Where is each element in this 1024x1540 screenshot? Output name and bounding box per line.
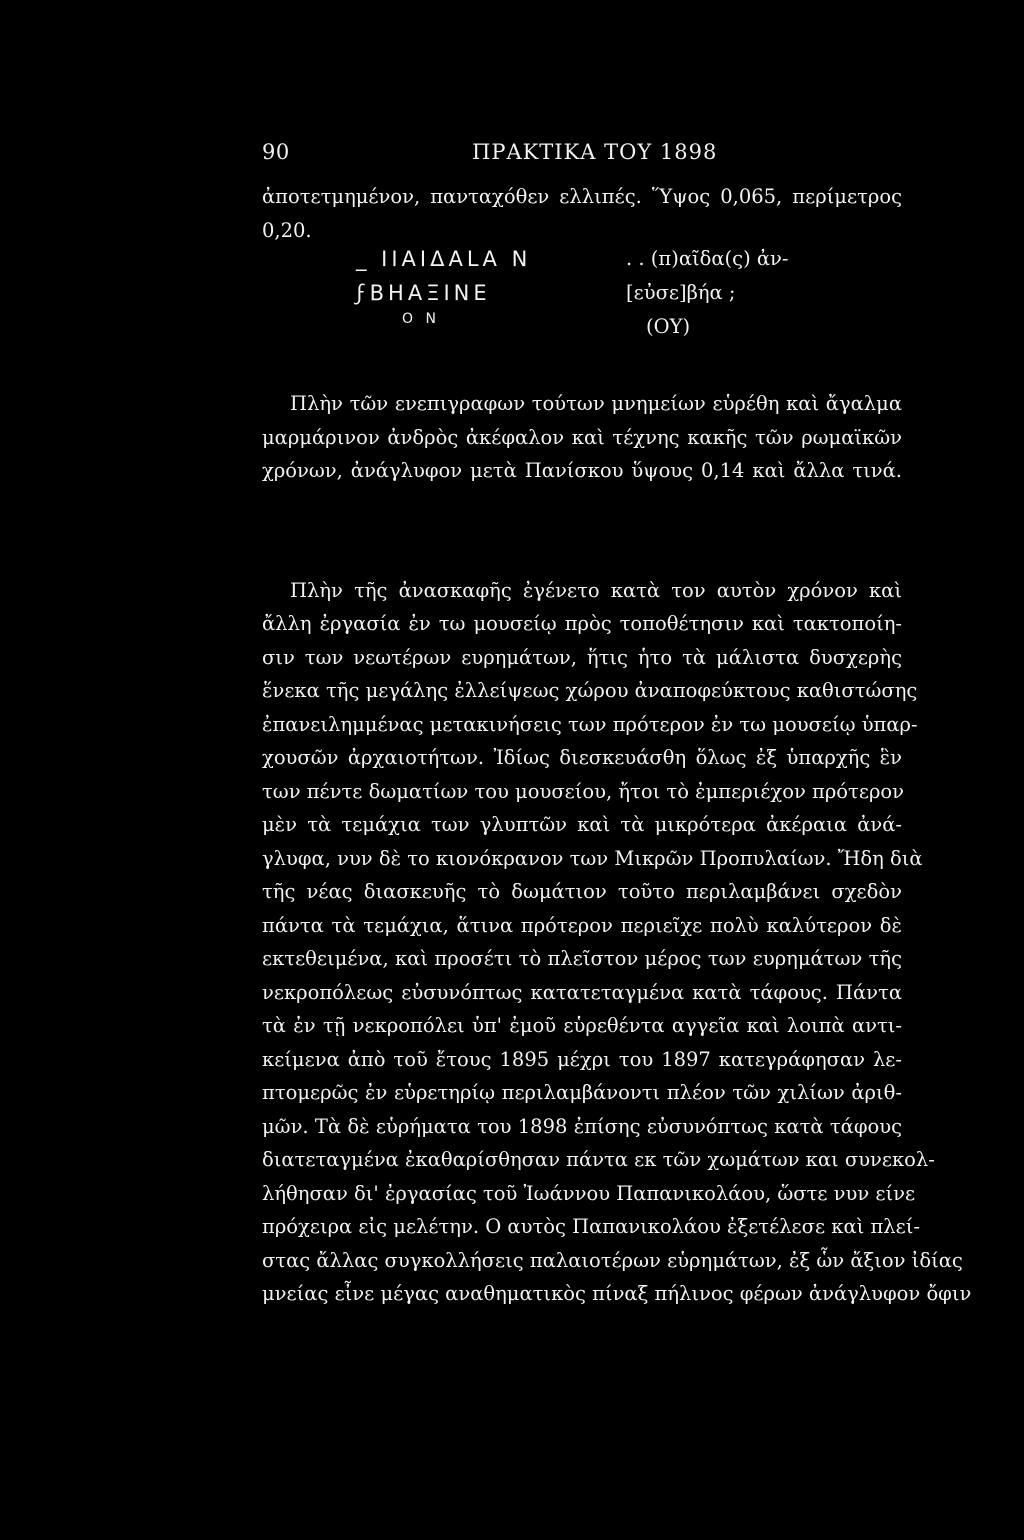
- inscription-line: _ ΙΙΑΙΔΑLΑ Ν: [356, 247, 532, 271]
- inscription-line: Ο Ν: [402, 311, 440, 327]
- paragraph-line: τὰ ἐν τῇ νεκροπόλει ὑπ' ἐμοῦ εὑρεθέντα αγγεῖα καὶ λοιπὰ αντι-: [262, 1014, 902, 1037]
- paragraph-line: Πλὴν τῶν ενεπιγραφων τούτων μνημείων εὑρέθη καὶ ἄγαλμα: [290, 392, 902, 415]
- paragraph-line: των πέντε δωματίων του μουσείου, ἤτοι τὸ ἐμπεριέχον πρότερον: [262, 779, 904, 803]
- paragraph-line: πάντα τὰ τεμάχια, ἅτινα πρότερον περιεῖχε πολὺ καλύτερον δὲ: [262, 913, 902, 937]
- spacer: [262, 488, 902, 574]
- inscription-reading: (ΟΥ): [646, 315, 691, 338]
- paragraph-line: γλυφα, νυν δὲ το κιονόκρανον των Μικρῶν Προπυλαίων. Ἤδη διὰ: [262, 846, 923, 870]
- paragraph-line: λήθησαν δι' ἐργασίας τοῦ Ἰωάννου Παπανικολάου, ὥστε νυν είνε: [262, 1181, 916, 1205]
- paragraph-line: κείμενα ἀπὸ τοῦ ἔτους 1895 μέχρι του 1897 κατεγράφησαν λε-: [262, 1047, 902, 1071]
- paragraph-finds: [262, 387, 902, 488]
- intro-line: ἀποτετμημένον, πανταχόθεν ελλιπές. Ὕψος 0,065, περίμετρος: [262, 185, 902, 208]
- paragraph-line: ἕνεκα τῆς μεγάλης ἐλλείψεως χώρου ἀναποφεύκτους καθιστώσης: [262, 679, 918, 702]
- inscription-line: ϝΒΗΑΞΙΝΕ: [356, 281, 491, 305]
- paragraph-line: ἐπανειλημμένας μετακινήσεις των πρότερον ἐν τω μουσείῳ ὑπαρ-: [262, 712, 918, 736]
- paragraph-line: εκτεθειμένα, καὶ προσέτι τὸ πλεῖστον μέρος των ευρημάτων τῆς: [262, 947, 902, 970]
- intro-line: 0,20.: [262, 218, 312, 242]
- inscription-reading: . . (π)αῖδα(ς) ἀν-: [626, 247, 789, 270]
- paragraph-line: μαρμάρινον ἀνδρὸς ἀκέφαλον καὶ τέχνης κακῆς τῶν ρωμαϊκῶν: [262, 425, 902, 449]
- paragraph-line: Πλὴν τῆς ἀνασκαφῆς ἐγένετο κατὰ τον αυτὸν χρόνον καὶ: [290, 578, 902, 602]
- paragraph-line: μῶν. Τὰ δὲ εὑρήματα του 1898 ἐπίσης εὐσυνόπτως κατὰ τάφους: [262, 1114, 902, 1138]
- paragraph-line: πτομερῶς ἐν εὑρετηρίῳ περιλαμβάνοντι πλέον τῶν χιλίων ἀριθ-: [262, 1081, 902, 1104]
- paragraph-line: πρόχειρα εἰς μελέτην. Ο αυτὸς Παπανικολάου ἐξετέλεσε καὶ πλεί-: [262, 1215, 920, 1238]
- inscription-block: [262, 247, 902, 357]
- paragraph-line: νεκροπόλεως εὐσυνόπτως κατατεταγμένα κατὰ τάφους. Πάντα: [262, 980, 902, 1004]
- paragraph-line: ἄλλη ἐργασία ἐν τω μουσείῳ πρὸς τοποθέτησιν καὶ τακτοποίη-: [262, 612, 902, 635]
- paragraph-line: διατεταγμένα ἐκαθαρίσθησαν πάντα εκ τῶν χωμάτων και συνεκολ-: [262, 1148, 935, 1171]
- document-page: [262, 140, 972, 1311]
- page-number: 90: [262, 140, 290, 164]
- spacer: [262, 357, 902, 387]
- paragraph-line: χουσῶν ἀρχαιοτήτων. Ἰδίως διεσκευάσθη ὅλως ἐξ ὑπαρχῆς ἓν: [262, 746, 902, 769]
- paragraph-museum-work: [262, 574, 972, 1311]
- running-title: ΠΡΑΚΤΙΚΑ ΤΟΥ 1898: [472, 140, 718, 164]
- paragraph-line: μνείας εἶνε μέγας αναθηματικὸς πίναξ πήλινος φέρων ἀνάγλυφον ὄφιν: [262, 1282, 972, 1305]
- inscription-reading: [εὐσε]βήα ;: [626, 281, 736, 304]
- paragraph-line: μὲν τὰ τεμάχια των γλυπτῶν καὶ τὰ μικρότερα ἀκέραια ἀνά-: [262, 813, 902, 836]
- paragraph-line: χρόνων, ἀνάγλυφον μετὰ Πανίσκου ὕψους 0,14 καὶ ἄλλα τινά.: [262, 459, 902, 482]
- paragraph-line: σιν των νεωτέρων ευρημάτων, ἥτις ἡτο τὰ μάλιστα δυσχερὴς: [262, 645, 902, 669]
- paragraph-line: τῆς νέας διασκευῆς τὸ δωμάτιον τοῦτο περιλαμβάνει σχεδὸν: [262, 880, 902, 903]
- running-header: [262, 140, 902, 180]
- paragraph-line: στας ἄλλας συγκολλήσεις παλαιοτέρων εὑρημάτων, ἐξ ὧν ἄξιον ἰδίας: [262, 1248, 963, 1272]
